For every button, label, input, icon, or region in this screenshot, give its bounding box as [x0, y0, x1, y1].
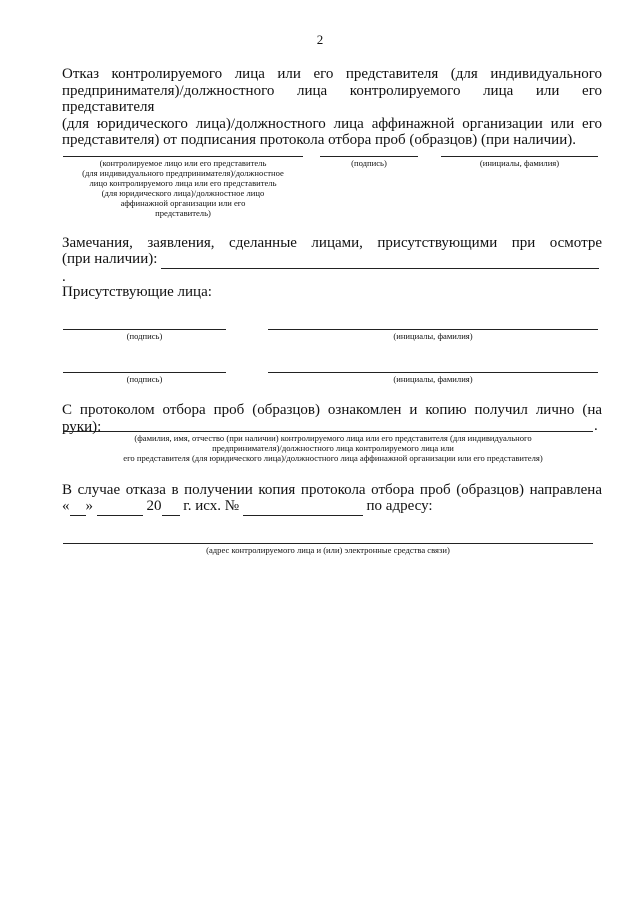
- familiarized-text: С протоколом отбора проб (образцов) ознакомлен и копию получил лично (на руки):: [62, 402, 602, 435]
- year-prefix: 20: [146, 498, 162, 514]
- present-signature-line-1[interactable]: [63, 329, 226, 330]
- month-field[interactable]: [97, 498, 143, 516]
- refusal-line-2: предпринимателя)/должностного лица контролируемого лица или его представителя: [62, 82, 602, 115]
- remarks-line-2: [62, 251, 602, 285]
- remarks-line-1: Замечания, заявления, сделанные лицами, присутствующими при осмотре: [62, 235, 602, 251]
- present-name-line-1[interactable]: [268, 329, 598, 330]
- address-caption: (адрес контролируемого лица и (или) электронные средства связи): [206, 545, 450, 555]
- remarks-end: .: [62, 268, 66, 285]
- year-field[interactable]: [162, 498, 180, 516]
- refusal-name-caption: (инициалы, фамилия): [479, 158, 560, 168]
- outgoing-number-field[interactable]: [243, 498, 363, 516]
- address-line[interactable]: [63, 543, 593, 544]
- address-label: по адресу:: [366, 498, 433, 514]
- refusal-person-line[interactable]: [63, 156, 303, 157]
- refusal-signature-line[interactable]: [320, 156, 418, 157]
- present-signature-caption-2: (подпись): [126, 374, 163, 384]
- outgoing-number-label: г. исх. №: [183, 498, 240, 514]
- familiarized-line[interactable]: [63, 431, 593, 432]
- present-signature-caption-1: (подпись): [126, 331, 163, 341]
- refusal-signature-caption: (подпись): [351, 158, 387, 168]
- day-field[interactable]: [70, 498, 86, 516]
- refusal-name-line[interactable]: [441, 156, 598, 157]
- refusal-copy-paragraph: [62, 482, 602, 499]
- refusal-person-caption: (контролируемое лицо или его представитель (для индивидуального предпринимателя)/должностное лицо контролируемого лица или его представитель (для юридического лица)/должностное лицо аффинажной организации или его представитель): [82, 158, 284, 218]
- present-name-line-2[interactable]: [268, 372, 598, 373]
- page-number: 2: [316, 32, 324, 47]
- present-signature-line-2[interactable]: [63, 372, 226, 373]
- refusal-copy-line-1: В случае отказа в получении копия протокола отбора проб (образцов) направлена: [62, 482, 602, 498]
- present-heading: Присутствующие лица:: [62, 284, 212, 300]
- refusal-copy-line-2: « » 20 г. исх. № по адресу:: [62, 498, 433, 514]
- present-name-caption-2: (инициалы, фамилия): [393, 374, 473, 384]
- refusal-line-3: (для юридического лица)/должностного лица аффинажной организации или его: [62, 115, 602, 132]
- familiarized-end: .: [594, 418, 598, 434]
- refusal-paragraph: [62, 66, 602, 149]
- present-name-caption-1: (инициалы, фамилия): [393, 331, 473, 341]
- remarks-paragraph: [62, 235, 602, 252]
- refusal-line-4: представителя) от подписания протокола отбора проб (образцов) (при наличии).: [62, 132, 576, 148]
- familiarized-caption: (фамилия, имя, отчество (при наличии) контролируемого лица или его представителя (для индивидуального предпринимателя)/должностного лица контролируемого лица или его представителя (для юридического лица)/должностного лица аффинажной организации или его представителя): [123, 433, 543, 463]
- refusal-line-1: Отказ контролируемого лица или его представителя (для индивидуального: [62, 66, 602, 82]
- remarks-label: (при наличии):: [62, 251, 158, 267]
- remarks-field[interactable]: [161, 251, 599, 269]
